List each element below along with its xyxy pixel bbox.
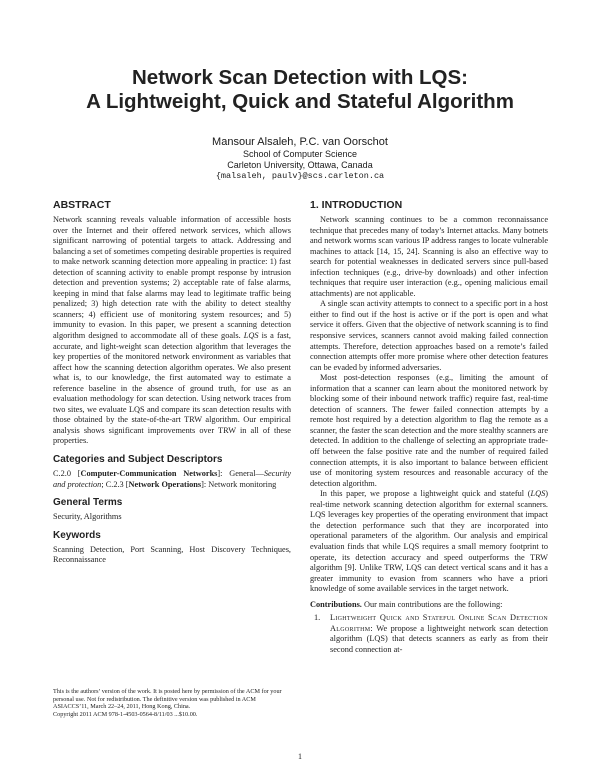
cat-bold-1: Computer-Communication Networks — [80, 469, 218, 479]
abstract-text — [53, 215, 291, 447]
introduction-heading: 1. INTRODUCTION — [310, 199, 403, 211]
intro-p4-rest: ) real-time network scanning detection algorithm for external scanners. LQS leverages key properties of the operating environment that impact the detection performance such that they are incorporated into operational parameters of the algorithm. Our analysis and empirical evaluation finds that while LQS requires a small memory footprint to operate, its detection accuracy and speed outperforms the TRW algorithm [9]. Unlike TRW, LQS can detect vertical scans and it has a greater immunity to evasion from scanners who have a priori knowledge of some available services in the target network. — [310, 489, 548, 594]
cat-italic: Security and protection — [53, 469, 291, 489]
footnote-copyright: Copyright 2011 ACM 978-1-4503-0564-8/11/03 ...$10.00. — [53, 710, 198, 718]
cat-tail: ]: Network monitoring — [201, 479, 277, 489]
cat-bold-2: Network Operations — [128, 479, 202, 489]
keywords-text: Scanning Detection, Port Scanning, Host Discovery Techniques, Reconnaissance — [53, 544, 291, 565]
categories-heading: Categories and Subject Descriptors — [53, 454, 223, 466]
author-email: {malsaleh, paulv}@scs.carleton.ca — [215, 171, 385, 181]
intro-paragraph-4 — [310, 489, 548, 594]
abstract-part-1: Network scanning reveals valuable information of accessible hosts over the Internet and their offered network services, which allows significant narrowing of potential targets to attack. Addressing and balancing a set of sometimes competing desirable properties is required to make network scanning detection more appealing in practice: 1) fast detection of scanning activity to enable prompt response by intrusion detection and prevention systems; 2) acceptable rate of false alarms, keeping in mind that false alarms may lead to legitimate traffic being penalized; 3) high detection rate with the ability to detect stealthy scanners; 4) efficient use of monitoring system resources; and 5) immunity to evasion. In this paper, we present a scanning detection algorithm designed to accommodate all of these goals. — [53, 215, 291, 341]
keywords-heading: Keywords — [53, 529, 101, 541]
abstract-lqs-italic: LQS — [243, 331, 259, 341]
right-column — [310, 199, 548, 655]
title-line-1: Network Scan Detection with LQS: — [131, 66, 469, 89]
cat-code-1: C.2.0 [ — [53, 469, 81, 479]
page-number: 1 — [298, 752, 302, 761]
footnote-permission: This is the authors’ version of the work. It is posted here by permission of the ACM for your personal use. Not for redistribution. The definitive version was published in ACM ASIACCS’11, March 22–24, 2011, Hong Kong, China. — [53, 688, 282, 711]
cat-general: ]: General— — [217, 469, 264, 479]
general-terms-text: Security, Algorithms — [53, 512, 122, 522]
copyright-footnote — [53, 688, 291, 718]
intro-paragraph-1: Network scanning continues to be a common reconnaissance technique that precedes many of today’s Internet attacks. Many botnets and network worms scan various IP address ranges to locate vulnerable machines to attack [14, 15, 24]. Scanning is also an effective way to search for potential weaknesses in dedicated servers since pull-based infection techniques (e.g., drive-by downloads) and other infection techniques that require user interaction (e.g., opening malicious email attachments) are not applicable. — [310, 215, 548, 298]
left-column — [53, 199, 291, 566]
cat-code-2: ; C.2.3 [ — [101, 479, 129, 489]
list-item — [310, 613, 548, 655]
intro-p4-lqs: LQS — [530, 489, 546, 499]
list-item-body — [330, 613, 548, 655]
intro-paragraph-3: Most post-detection responses (e.g., limiting the amount of information that a scanner can learn about the monitored network by blocking some of their inbound network traffic) require fast, real-time detection of scanners. The fewer failed connection attempts by a remote host required by a detection algorithm to flag the remote as a scanner, the faster the scan detection and the more stealthy scanners are detected. In addition to the challenge of selecting an appropriate trade-off between the false positive rate and the number of required failed connection attempts, it is also important to balance between efficient use of monitoring system resources and reasonable accuracy of the detection algorithm. — [310, 373, 548, 488]
intro-p4-start: In this paper, we propose a lightweight quick and stateful ( — [320, 489, 531, 499]
affiliation-school: School of Computer Science — [242, 149, 358, 159]
author-block — [40, 136, 560, 182]
contributions-label: Contributions. — [310, 599, 362, 609]
abstract-heading: ABSTRACT — [53, 199, 111, 211]
contributions-paragraph — [310, 600, 548, 611]
categories-text — [53, 469, 291, 490]
contributions-text: Our main contributions are the following: — [361, 599, 503, 609]
general-terms-heading: General Terms — [53, 497, 123, 509]
list-item-title: Lightweight Quick and Stateful Online Scan Detection Algorithm: — [330, 613, 548, 633]
intro-paragraph-2: A single scan activity attempts to connect to a specific port in a host either to find out if the host is active or if the port is open and what service it offers. Given that the objective of network scanning is to find responsive services, scanners cannot avoid making failed connection attempts. Therefore, detection approaches based on a remote’s failed connection attempts offer more promise where other detection features can be evaded by informed adversaries. — [310, 299, 548, 372]
list-item-number: 1. — [314, 613, 321, 623]
title-line-2: A Lightweight, Quick and Stateful Algorithm — [86, 90, 514, 113]
paper-title — [40, 66, 560, 114]
author-names: Mansour Alsaleh, P.C. van Oorschot — [212, 136, 388, 148]
list-item-text: We propose a lightweight network scan detection algorithm (LQS) that detects scanners as early as from their second connection at- — [330, 623, 548, 654]
abstract-part-2: is a fast, accurate, and light-weight scan detection algorithm that leverages the key properties of the monitored network environment as variables that affect how the scanning detection algorithm operates. We also present what is, to our knowledge, the first automated way to estimate a reference baseline in the absence of ground truth, for use as an evaluation methodology for scan detection. Using network traces from two sites, we evaluate LQS and compare its scan detection results with those obtained by the state-of-the-art TRW algorithm. Our empirical analysis shows significant improvements over TRW in all of these properties. — [53, 331, 291, 446]
affiliation-university: Carleton University, Ottawa, Canada — [227, 160, 373, 170]
